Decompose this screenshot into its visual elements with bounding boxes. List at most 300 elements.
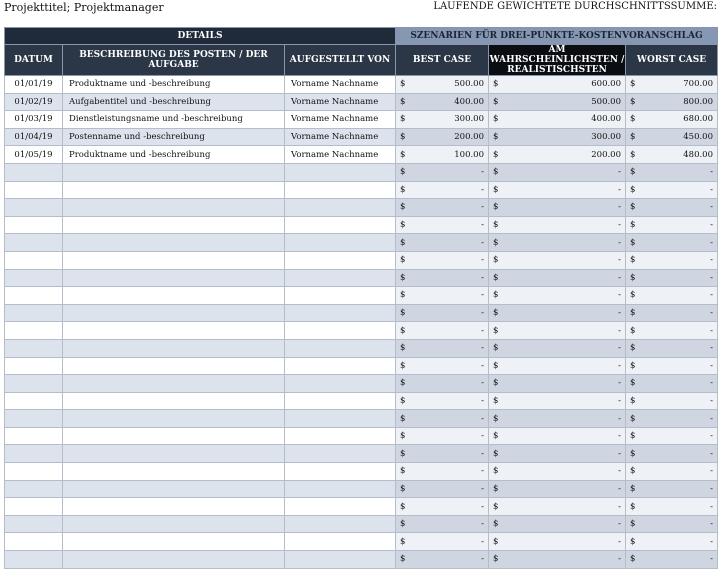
worst-case-amount: - <box>710 519 713 530</box>
created-by-cell[interactable] <box>285 163 396 181</box>
best-case-amount: - <box>481 536 484 547</box>
currency-symbol: $ <box>630 255 636 266</box>
worst-case-cell[interactable] <box>626 322 718 340</box>
worst-case-amount: 800.00 <box>683 96 713 107</box>
currency-symbol: $ <box>400 554 406 565</box>
table-row <box>5 76 718 94</box>
created-by-cell[interactable]: Vorname Nachname <box>285 93 396 111</box>
running-sum-label: LAUFENDE GEWICHTETE DURCHSCHNITTSSUMME: <box>433 1 717 12</box>
best-case-cell[interactable] <box>396 551 489 569</box>
most-likely-amount: - <box>618 325 621 336</box>
worst-case-amount: - <box>710 536 713 547</box>
table-row <box>5 251 718 269</box>
most-likely-cell[interactable] <box>489 181 626 199</box>
currency-symbol: $ <box>400 290 406 301</box>
currency-symbol: $ <box>400 308 406 319</box>
currency-symbol: $ <box>630 220 636 231</box>
currency-symbol: $ <box>400 466 406 477</box>
currency-symbol: $ <box>630 395 636 406</box>
worst-case-amount: - <box>710 184 713 195</box>
table-row <box>5 480 718 498</box>
currency-symbol: $ <box>400 132 406 143</box>
currency-symbol: $ <box>493 501 499 512</box>
best-case-cell[interactable] <box>396 339 489 357</box>
best-case-cell[interactable] <box>396 322 489 340</box>
created-by-cell[interactable] <box>285 199 396 217</box>
best-case-cell[interactable] <box>396 163 489 181</box>
currency-symbol: $ <box>630 466 636 477</box>
date-cell[interactable]: 01/04/19 <box>5 128 63 146</box>
best-case-amount: 100.00 <box>454 149 484 160</box>
column-header-date: DATUM <box>5 45 63 76</box>
description-cell[interactable]: Produktname und -beschreibung <box>63 146 285 164</box>
table-row <box>5 304 718 322</box>
best-case-amount: - <box>481 290 484 301</box>
best-case-cell[interactable] <box>396 251 489 269</box>
currency-symbol: $ <box>493 220 499 231</box>
currency-symbol: $ <box>493 237 499 248</box>
most-likely-cell[interactable] <box>489 551 626 569</box>
worst-case-cell[interactable] <box>626 304 718 322</box>
created-by-cell[interactable]: Vorname Nachname <box>285 76 396 94</box>
created-by-cell[interactable] <box>285 410 396 428</box>
currency-symbol: $ <box>630 413 636 424</box>
worst-case-amount: - <box>710 483 713 494</box>
worst-case-cell[interactable] <box>626 163 718 181</box>
currency-symbol: $ <box>400 378 406 389</box>
worst-case-cell[interactable] <box>626 111 718 129</box>
currency-symbol: $ <box>630 149 636 160</box>
table-row <box>5 287 718 305</box>
worst-case-cell[interactable] <box>626 445 718 463</box>
worst-case-amount: - <box>710 466 713 477</box>
most-likely-amount: - <box>618 431 621 442</box>
best-case-cell[interactable] <box>396 498 489 516</box>
created-by-cell[interactable] <box>285 251 396 269</box>
currency-symbol: $ <box>630 554 636 565</box>
best-case-cell[interactable] <box>396 199 489 217</box>
best-case-cell[interactable] <box>396 287 489 305</box>
description-cell[interactable]: Postenname und -beschreibung <box>63 128 285 146</box>
created-by-cell[interactable] <box>285 287 396 305</box>
description-cell[interactable] <box>63 287 285 305</box>
best-case-amount: - <box>481 343 484 354</box>
most-likely-cell[interactable] <box>489 322 626 340</box>
description-cell[interactable]: Dienstleistungsname und -beschreibung <box>63 111 285 129</box>
currency-symbol: $ <box>493 360 499 371</box>
currency-symbol: $ <box>400 519 406 530</box>
currency-symbol: $ <box>630 79 636 90</box>
best-case-cell[interactable] <box>396 463 489 481</box>
best-case-cell[interactable] <box>396 480 489 498</box>
date-cell[interactable] <box>5 551 63 569</box>
created-by-cell[interactable] <box>285 269 396 287</box>
currency-symbol: $ <box>630 132 636 143</box>
created-by-cell[interactable] <box>285 322 396 340</box>
description-cell[interactable] <box>63 269 285 287</box>
currency-symbol: $ <box>400 343 406 354</box>
currency-symbol: $ <box>400 483 406 494</box>
description-cell[interactable]: Produktname und -beschreibung <box>63 76 285 94</box>
currency-symbol: $ <box>493 519 499 530</box>
best-case-amount: - <box>481 360 484 371</box>
date-cell[interactable]: 01/01/19 <box>5 76 63 94</box>
best-case-cell[interactable] <box>396 128 489 146</box>
currency-symbol: $ <box>400 536 406 547</box>
most-likely-cell[interactable] <box>489 515 626 533</box>
date-cell[interactable] <box>5 463 63 481</box>
description-cell[interactable] <box>63 427 285 445</box>
created-by-cell[interactable] <box>285 445 396 463</box>
currency-symbol: $ <box>400 96 406 107</box>
most-likely-amount: 600.00 <box>591 79 621 90</box>
created-by-cell[interactable]: Vorname Nachname <box>285 128 396 146</box>
description-cell[interactable] <box>63 463 285 481</box>
currency-symbol: $ <box>493 554 499 565</box>
worst-case-cell[interactable] <box>626 533 718 551</box>
currency-symbol: $ <box>630 167 636 178</box>
created-by-cell[interactable] <box>285 234 396 252</box>
most-likely-amount: - <box>618 237 621 248</box>
most-likely-cell[interactable] <box>489 357 626 375</box>
currency-symbol: $ <box>493 255 499 266</box>
description-cell[interactable] <box>63 216 285 234</box>
description-cell[interactable] <box>63 322 285 340</box>
currency-symbol: $ <box>400 149 406 160</box>
worst-case-cell[interactable] <box>626 339 718 357</box>
created-by-cell[interactable] <box>285 463 396 481</box>
most-likely-cell[interactable] <box>489 304 626 322</box>
most-likely-cell[interactable] <box>489 146 626 164</box>
most-likely-cell[interactable] <box>489 392 626 410</box>
most-likely-cell[interactable] <box>489 410 626 428</box>
most-likely-cell[interactable] <box>489 498 626 516</box>
created-by-cell[interactable] <box>285 339 396 357</box>
worst-case-cell[interactable] <box>626 551 718 569</box>
worst-case-amount: - <box>710 308 713 319</box>
best-case-cell[interactable] <box>396 357 489 375</box>
date-cell[interactable] <box>5 533 63 551</box>
worst-case-amount: - <box>710 413 713 424</box>
worst-case-amount: - <box>710 272 713 283</box>
worst-case-cell[interactable] <box>626 480 718 498</box>
most-likely-amount: - <box>618 255 621 266</box>
table-row <box>5 199 718 217</box>
date-cell[interactable]: 01/03/19 <box>5 111 63 129</box>
worst-case-cell[interactable] <box>626 216 718 234</box>
description-cell[interactable]: Aufgabentitel und -beschreibung <box>63 93 285 111</box>
column-header-most-likely: AM WAHRSCHEINLICHSTEN / REALISTISCHSTEN <box>489 45 625 75</box>
table-row <box>5 339 718 357</box>
worst-case-amount: 700.00 <box>683 79 713 90</box>
currency-symbol: $ <box>493 308 499 319</box>
currency-symbol: $ <box>493 132 499 143</box>
date-cell[interactable] <box>5 251 63 269</box>
currency-symbol: $ <box>400 501 406 512</box>
table-row <box>5 128 718 146</box>
most-likely-cell[interactable] <box>489 287 626 305</box>
date-cell[interactable] <box>5 392 63 410</box>
created-by-cell[interactable] <box>285 357 396 375</box>
currency-symbol: $ <box>630 360 636 371</box>
best-case-cell[interactable] <box>396 111 489 129</box>
best-case-cell[interactable] <box>396 304 489 322</box>
date-cell[interactable] <box>5 410 63 428</box>
description-cell[interactable] <box>63 533 285 551</box>
best-case-amount: - <box>481 220 484 231</box>
most-likely-cell[interactable] <box>489 163 626 181</box>
currency-symbol: $ <box>493 325 499 336</box>
most-likely-cell[interactable] <box>489 251 626 269</box>
currency-symbol: $ <box>400 448 406 459</box>
table-row <box>5 234 718 252</box>
date-cell[interactable] <box>5 480 63 498</box>
description-cell[interactable] <box>63 339 285 357</box>
currency-symbol: $ <box>400 325 406 336</box>
description-cell[interactable] <box>63 181 285 199</box>
created-by-cell[interactable] <box>285 551 396 569</box>
worst-case-amount: - <box>710 501 713 512</box>
currency-symbol: $ <box>400 255 406 266</box>
best-case-cell[interactable] <box>396 93 489 111</box>
most-likely-amount: 300.00 <box>591 132 621 143</box>
created-by-cell[interactable] <box>285 304 396 322</box>
most-likely-cell[interactable] <box>489 480 626 498</box>
currency-symbol: $ <box>630 343 636 354</box>
date-cell[interactable] <box>5 269 63 287</box>
most-likely-cell[interactable] <box>489 427 626 445</box>
worst-case-cell[interactable] <box>626 128 718 146</box>
most-likely-cell[interactable] <box>489 128 626 146</box>
description-cell[interactable] <box>63 251 285 269</box>
most-likely-cell[interactable] <box>489 339 626 357</box>
currency-symbol: $ <box>493 413 499 424</box>
best-case-cell[interactable] <box>396 515 489 533</box>
date-cell[interactable] <box>5 427 63 445</box>
description-cell[interactable] <box>63 498 285 516</box>
worst-case-cell[interactable] <box>626 427 718 445</box>
best-case-cell[interactable] <box>396 533 489 551</box>
worst-case-cell[interactable] <box>626 251 718 269</box>
best-case-cell[interactable] <box>396 427 489 445</box>
created-by-cell[interactable] <box>285 392 396 410</box>
worst-case-amount: - <box>710 395 713 406</box>
best-case-cell[interactable] <box>396 146 489 164</box>
date-cell[interactable] <box>5 357 63 375</box>
currency-symbol: $ <box>493 149 499 160</box>
worst-case-cell[interactable] <box>626 93 718 111</box>
description-cell[interactable] <box>63 357 285 375</box>
date-cell[interactable]: 01/02/19 <box>5 93 63 111</box>
most-likely-amount: - <box>618 184 621 195</box>
currency-symbol: $ <box>400 220 406 231</box>
worst-case-cell[interactable] <box>626 392 718 410</box>
date-cell[interactable] <box>5 322 63 340</box>
worst-case-cell[interactable] <box>626 498 718 516</box>
date-cell[interactable] <box>5 515 63 533</box>
currency-symbol: $ <box>400 184 406 195</box>
date-cell[interactable] <box>5 181 63 199</box>
best-case-amount: - <box>481 184 484 195</box>
worst-case-cell[interactable] <box>626 76 718 94</box>
table-row <box>5 533 718 551</box>
most-likely-cell[interactable] <box>489 111 626 129</box>
table-row <box>5 146 718 164</box>
currency-symbol: $ <box>630 202 636 213</box>
best-case-amount: - <box>481 483 484 494</box>
most-likely-cell[interactable] <box>489 533 626 551</box>
date-cell[interactable] <box>5 234 63 252</box>
worst-case-amount: - <box>710 448 713 459</box>
best-case-cell[interactable] <box>396 410 489 428</box>
date-cell[interactable]: 01/05/19 <box>5 146 63 164</box>
worst-case-cell[interactable] <box>626 410 718 428</box>
most-likely-cell[interactable] <box>489 463 626 481</box>
description-cell[interactable] <box>63 445 285 463</box>
worst-case-cell[interactable] <box>626 515 718 533</box>
description-cell[interactable] <box>63 551 285 569</box>
best-case-amount: - <box>481 466 484 477</box>
description-cell[interactable] <box>63 375 285 393</box>
most-likely-cell[interactable] <box>489 199 626 217</box>
best-case-cell[interactable] <box>396 216 489 234</box>
best-case-cell[interactable] <box>396 392 489 410</box>
most-likely-cell[interactable] <box>489 269 626 287</box>
best-case-amount: - <box>481 519 484 530</box>
description-cell[interactable] <box>63 392 285 410</box>
date-cell[interactable] <box>5 163 63 181</box>
best-case-cell[interactable] <box>396 375 489 393</box>
worst-case-amount: - <box>710 220 713 231</box>
created-by-cell[interactable] <box>285 480 396 498</box>
column-header-worst-case: WORST CASE <box>626 45 718 76</box>
table-row <box>5 445 718 463</box>
most-likely-cell[interactable] <box>489 445 626 463</box>
description-cell[interactable] <box>63 515 285 533</box>
worst-case-cell[interactable] <box>626 234 718 252</box>
description-cell[interactable] <box>63 304 285 322</box>
created-by-cell[interactable]: Vorname Nachname <box>285 146 396 164</box>
description-cell[interactable] <box>63 410 285 428</box>
column-header-description: BESCHREIBUNG DES POSTEN / DER AUFGABE <box>63 45 285 76</box>
created-by-cell[interactable] <box>285 375 396 393</box>
table-row <box>5 427 718 445</box>
best-case-amount: - <box>481 202 484 213</box>
best-case-cell[interactable] <box>396 234 489 252</box>
date-cell[interactable] <box>5 216 63 234</box>
currency-symbol: $ <box>493 167 499 178</box>
worst-case-amount: - <box>710 431 713 442</box>
column-header-created-by: AUFGESTELLT VON <box>285 45 396 76</box>
most-likely-cell[interactable] <box>489 375 626 393</box>
table-row <box>5 463 718 481</box>
most-likely-amount: - <box>618 360 621 371</box>
best-case-amount: 400.00 <box>454 96 484 107</box>
currency-symbol: $ <box>400 431 406 442</box>
currency-symbol: $ <box>400 360 406 371</box>
worst-case-amount: - <box>710 343 713 354</box>
date-cell[interactable] <box>5 339 63 357</box>
created-by-cell[interactable] <box>285 515 396 533</box>
created-by-cell[interactable] <box>285 181 396 199</box>
currency-symbol: $ <box>630 378 636 389</box>
currency-symbol: $ <box>630 431 636 442</box>
currency-symbol: $ <box>630 184 636 195</box>
description-cell[interactable] <box>63 199 285 217</box>
worst-case-cell[interactable] <box>626 375 718 393</box>
worst-case-amount: - <box>710 255 713 266</box>
most-likely-amount: - <box>618 501 621 512</box>
date-cell[interactable] <box>5 304 63 322</box>
most-likely-cell[interactable] <box>489 76 626 94</box>
table-row <box>5 269 718 287</box>
best-case-amount: - <box>481 431 484 442</box>
best-case-cell[interactable] <box>396 76 489 94</box>
date-cell[interactable] <box>5 445 63 463</box>
worst-case-amount: 480.00 <box>683 149 713 160</box>
created-by-cell[interactable] <box>285 427 396 445</box>
date-cell[interactable] <box>5 199 63 217</box>
worst-case-cell[interactable] <box>626 287 718 305</box>
project-title[interactable]: Projekttitel; Projektmanager <box>4 1 164 14</box>
most-likely-amount: - <box>618 167 621 178</box>
created-by-cell[interactable] <box>285 498 396 516</box>
best-case-cell[interactable] <box>396 269 489 287</box>
currency-symbol: $ <box>493 448 499 459</box>
most-likely-cell[interactable] <box>489 216 626 234</box>
description-cell[interactable] <box>63 163 285 181</box>
currency-symbol: $ <box>493 395 499 406</box>
currency-symbol: $ <box>400 114 406 125</box>
date-cell[interactable] <box>5 498 63 516</box>
details-group-header: DETAILS <box>5 28 396 45</box>
table-row <box>5 163 718 181</box>
created-by-cell[interactable] <box>285 216 396 234</box>
worst-case-cell[interactable] <box>626 199 718 217</box>
worst-case-cell[interactable] <box>626 269 718 287</box>
worst-case-cell[interactable] <box>626 463 718 481</box>
currency-symbol: $ <box>400 237 406 248</box>
created-by-cell[interactable]: Vorname Nachname <box>285 111 396 129</box>
worst-case-amount: - <box>710 237 713 248</box>
currency-symbol: $ <box>493 483 499 494</box>
worst-case-amount: - <box>710 360 713 371</box>
best-case-amount: - <box>481 554 484 565</box>
most-likely-amount: - <box>618 554 621 565</box>
most-likely-amount: - <box>618 378 621 389</box>
best-case-cell[interactable] <box>396 181 489 199</box>
most-likely-cell[interactable] <box>489 93 626 111</box>
worst-case-cell[interactable] <box>626 181 718 199</box>
most-likely-amount: - <box>618 202 621 213</box>
description-cell[interactable] <box>63 234 285 252</box>
most-likely-amount: - <box>618 519 621 530</box>
worst-case-cell[interactable] <box>626 357 718 375</box>
description-cell[interactable] <box>63 480 285 498</box>
currency-symbol: $ <box>493 114 499 125</box>
best-case-amount: - <box>481 448 484 459</box>
date-cell[interactable] <box>5 287 63 305</box>
worst-case-cell[interactable] <box>626 146 718 164</box>
date-cell[interactable] <box>5 375 63 393</box>
top-bar <box>0 0 721 24</box>
best-case-amount: 500.00 <box>454 79 484 90</box>
created-by-cell[interactable] <box>285 533 396 551</box>
table-row <box>5 111 718 129</box>
worst-case-amount: - <box>710 202 713 213</box>
most-likely-cell[interactable] <box>489 234 626 252</box>
best-case-cell[interactable] <box>396 445 489 463</box>
